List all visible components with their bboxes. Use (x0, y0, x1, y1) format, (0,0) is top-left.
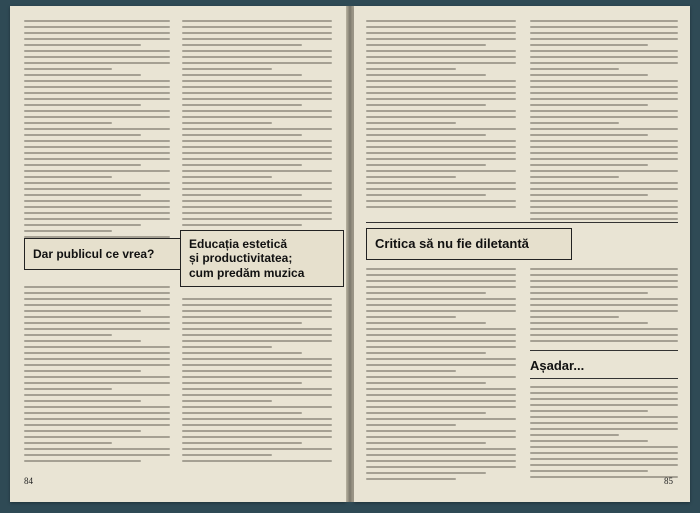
text-line (530, 446, 678, 448)
text-line (530, 398, 678, 400)
text-line (24, 20, 170, 22)
text-line (24, 370, 141, 372)
text-line (182, 418, 332, 420)
text-line (24, 334, 112, 336)
text-line (530, 434, 619, 436)
text-line (182, 194, 302, 196)
heading-dar-publicul-text: Dar publicul ce vrea? (33, 247, 155, 261)
text-line (530, 68, 619, 70)
text-line (182, 406, 332, 408)
text-line (366, 110, 516, 112)
text-line (530, 328, 678, 330)
text-line (182, 152, 332, 154)
text-line (24, 418, 170, 420)
text-line (530, 392, 678, 394)
text-line (24, 448, 170, 450)
text-line (24, 152, 170, 154)
text-line (182, 56, 332, 58)
text-line (182, 376, 332, 378)
text-line (366, 316, 456, 318)
text-line (530, 334, 678, 336)
text-line (530, 134, 648, 136)
text-line (366, 280, 516, 282)
text-line (24, 32, 170, 34)
right-page-number: 85 (664, 476, 673, 486)
text-line (366, 424, 456, 426)
text-line (530, 268, 678, 270)
text-line (366, 352, 486, 354)
middle-column-bottom-text (182, 298, 332, 466)
text-line (366, 412, 486, 414)
text-line (24, 140, 170, 142)
text-line (530, 206, 678, 208)
text-line (366, 104, 486, 106)
text-line (366, 460, 516, 462)
text-line (182, 430, 332, 432)
text-line (530, 274, 678, 276)
right-column-2-mid-text (530, 268, 678, 346)
text-line (530, 92, 678, 94)
text-line (530, 218, 678, 220)
text-line (530, 170, 678, 172)
section-divider (366, 222, 678, 223)
text-line (366, 454, 516, 456)
text-line (182, 134, 302, 136)
text-line (182, 32, 332, 34)
left-column-top-text (24, 20, 170, 260)
text-line (182, 146, 332, 148)
text-line (530, 340, 678, 342)
text-line (24, 406, 170, 408)
text-line (366, 370, 456, 372)
text-line (24, 358, 170, 360)
text-line (366, 472, 486, 474)
text-line (24, 430, 141, 432)
text-line (366, 170, 516, 172)
text-line (182, 364, 332, 366)
text-line (530, 140, 678, 142)
text-line (366, 128, 516, 130)
text-line (530, 62, 678, 64)
text-line (24, 304, 170, 306)
text-line (24, 62, 170, 64)
text-line (366, 286, 516, 288)
text-line (24, 352, 170, 354)
text-line (366, 92, 516, 94)
text-line (182, 352, 302, 354)
text-line (24, 394, 170, 396)
text-line (366, 478, 456, 480)
text-line (366, 188, 516, 190)
text-line (24, 128, 170, 130)
text-line (530, 56, 678, 58)
text-line (366, 146, 516, 148)
text-line (530, 152, 678, 154)
text-line (530, 404, 678, 406)
text-line (182, 298, 332, 300)
text-line (366, 200, 516, 202)
text-line (366, 68, 456, 70)
text-line (24, 200, 170, 202)
text-line (182, 400, 272, 402)
text-line (182, 164, 302, 166)
text-line (182, 424, 332, 426)
text-line (24, 92, 170, 94)
text-line (530, 80, 678, 82)
text-line (366, 62, 516, 64)
text-line (182, 388, 332, 390)
text-line (24, 38, 170, 40)
text-line (366, 50, 516, 52)
text-line (182, 358, 332, 360)
text-line (530, 410, 648, 412)
text-line (182, 170, 332, 172)
text-line (24, 460, 141, 462)
text-line (24, 194, 141, 196)
text-line (366, 382, 486, 384)
heading-educatia-line-3: cum predăm muzica (189, 265, 305, 280)
text-line (366, 182, 516, 184)
text-line (366, 346, 516, 348)
text-line (366, 340, 516, 342)
text-line (530, 158, 678, 160)
left-column-bottom-text (24, 286, 170, 466)
text-line (24, 146, 170, 148)
text-line (366, 38, 516, 40)
text-line (182, 74, 302, 76)
text-line (530, 458, 678, 460)
text-line (182, 218, 332, 220)
text-line (182, 310, 332, 312)
text-line (366, 298, 516, 300)
right-column-2-top-text (530, 20, 678, 224)
text-line (530, 316, 619, 318)
text-line (24, 388, 112, 390)
text-line (366, 206, 516, 208)
text-line (182, 176, 272, 178)
sub-heading-asadar: Așadar... (530, 358, 585, 373)
text-line (366, 134, 486, 136)
text-line (530, 38, 678, 40)
text-line (24, 50, 170, 52)
text-line (24, 164, 141, 166)
text-line (366, 32, 516, 34)
left-page (10, 6, 346, 502)
text-line (530, 50, 678, 52)
text-line (366, 442, 486, 444)
text-line (530, 416, 678, 418)
text-line (182, 200, 332, 202)
text-line (366, 406, 516, 408)
text-line (24, 454, 170, 456)
text-line (24, 412, 170, 414)
left-page-number: 84 (24, 476, 33, 486)
text-line (182, 104, 302, 106)
asadar-divider-top (530, 350, 678, 351)
text-line (366, 74, 486, 76)
text-line (530, 386, 678, 388)
text-line (366, 44, 486, 46)
text-line (182, 224, 302, 226)
text-line (530, 464, 678, 466)
heading-educatia-line-2: și productivitatea; (189, 251, 293, 266)
text-line (182, 98, 332, 100)
right-column-1-top-text (366, 20, 516, 212)
text-line (366, 322, 486, 324)
text-line (24, 206, 170, 208)
text-line (366, 430, 516, 432)
text-line (366, 304, 516, 306)
text-line (182, 128, 332, 130)
text-line (530, 194, 648, 196)
text-line (24, 68, 112, 70)
text-line (366, 176, 456, 178)
text-line (24, 188, 170, 190)
text-line (24, 292, 170, 294)
text-line (530, 200, 678, 202)
heading-critica (366, 228, 572, 260)
text-line (182, 448, 332, 450)
text-line (24, 218, 170, 220)
text-line (530, 452, 678, 454)
text-line (530, 298, 678, 300)
text-line (24, 74, 141, 76)
text-line (366, 140, 516, 142)
text-line (24, 322, 170, 324)
text-line (366, 20, 516, 22)
text-line (366, 164, 486, 166)
text-line (366, 466, 516, 468)
text-line (24, 230, 112, 232)
text-line (530, 292, 648, 294)
text-line (182, 188, 332, 190)
text-line (366, 86, 516, 88)
text-line (182, 44, 302, 46)
text-line (366, 400, 516, 402)
text-line (366, 376, 516, 378)
heading-critica-text: Critica să nu fie diletantă (375, 236, 529, 251)
text-line (530, 98, 678, 100)
text-line (530, 32, 678, 34)
text-line (366, 152, 516, 154)
text-line (24, 400, 141, 402)
text-line (182, 20, 332, 22)
text-line (182, 340, 332, 342)
text-line (182, 62, 332, 64)
text-line (530, 304, 678, 306)
book-gutter (346, 6, 354, 502)
text-line (24, 98, 170, 100)
text-line (530, 128, 678, 130)
text-line (366, 388, 516, 390)
text-line (366, 334, 516, 336)
text-line (24, 364, 170, 366)
text-line (24, 104, 141, 106)
text-line (182, 86, 332, 88)
text-line (182, 26, 332, 28)
text-line (24, 182, 170, 184)
text-line (182, 322, 302, 324)
text-line (366, 274, 516, 276)
text-line (24, 316, 170, 318)
text-line (182, 436, 332, 438)
text-line (530, 428, 678, 430)
text-line (530, 440, 648, 442)
text-line (530, 422, 678, 424)
text-line (366, 358, 516, 360)
text-line (182, 140, 332, 142)
text-line (530, 470, 648, 472)
text-line (24, 424, 170, 426)
text-line (24, 382, 170, 384)
text-line (24, 134, 141, 136)
right-column-1-bottom-text (366, 268, 516, 484)
text-line (24, 170, 170, 172)
text-line (24, 158, 170, 160)
text-line (24, 176, 112, 178)
text-line (24, 442, 112, 444)
text-line (366, 448, 516, 450)
text-line (24, 286, 170, 288)
text-line (182, 460, 332, 462)
text-line (366, 116, 516, 118)
text-line (366, 80, 516, 82)
text-line (24, 116, 170, 118)
text-line (366, 418, 516, 420)
text-line (366, 328, 516, 330)
text-line (366, 158, 516, 160)
text-line (366, 310, 516, 312)
text-line (366, 122, 456, 124)
text-line (24, 436, 170, 438)
text-line (530, 322, 648, 324)
text-line (530, 476, 678, 478)
text-line (182, 122, 272, 124)
text-line (24, 340, 141, 342)
text-line (182, 92, 332, 94)
text-line (182, 50, 332, 52)
text-line (366, 364, 516, 366)
text-line (182, 80, 332, 82)
middle-column-top-text (182, 20, 332, 236)
text-line (530, 182, 678, 184)
text-line (182, 382, 302, 384)
text-line (530, 146, 678, 148)
text-line (366, 436, 516, 438)
text-line (24, 224, 141, 226)
text-line (182, 412, 302, 414)
text-line (530, 280, 678, 282)
text-line (182, 206, 332, 208)
asadar-divider-bottom (530, 378, 678, 379)
heading-educatia-line-1: Educația estetică (189, 237, 288, 251)
text-line (182, 370, 332, 372)
text-line (24, 212, 170, 214)
text-line (24, 122, 112, 124)
text-line (366, 26, 516, 28)
text-line (366, 194, 486, 196)
text-line (182, 334, 332, 336)
text-line (530, 286, 678, 288)
text-line (24, 80, 170, 82)
text-line (530, 74, 648, 76)
text-line (182, 116, 332, 118)
text-line (24, 298, 170, 300)
text-line (530, 176, 619, 178)
text-line (530, 116, 678, 118)
text-line (182, 454, 272, 456)
text-line (530, 188, 678, 190)
heading-dar-publicul (24, 238, 182, 270)
text-line (24, 310, 141, 312)
text-line (24, 44, 141, 46)
text-line (366, 394, 516, 396)
text-line (366, 268, 516, 270)
text-line (24, 26, 170, 28)
text-line (530, 26, 678, 28)
text-line (530, 164, 648, 166)
text-line (24, 56, 170, 58)
text-line (24, 328, 170, 330)
text-line (182, 110, 332, 112)
text-line (530, 20, 678, 22)
text-line (182, 182, 332, 184)
text-line (530, 110, 678, 112)
text-line (24, 110, 170, 112)
text-line (24, 376, 170, 378)
heading-educatia-estetica (180, 230, 344, 287)
text-line (182, 68, 272, 70)
text-line (366, 98, 516, 100)
text-line (182, 346, 272, 348)
text-line (182, 38, 332, 40)
text-line (530, 86, 678, 88)
text-line (182, 394, 332, 396)
text-line (24, 86, 170, 88)
text-line (530, 310, 678, 312)
text-line (530, 44, 648, 46)
text-line (182, 212, 332, 214)
right-column-2-bottom-text (530, 386, 678, 482)
text-line (366, 292, 486, 294)
text-line (182, 442, 302, 444)
magazine-spread (10, 6, 690, 506)
text-line (182, 328, 332, 330)
text-line (366, 56, 516, 58)
text-line (24, 346, 170, 348)
text-line (530, 104, 648, 106)
text-line (530, 212, 678, 214)
text-line (182, 316, 332, 318)
right-page (354, 6, 690, 502)
text-line (182, 158, 332, 160)
text-line (182, 304, 332, 306)
text-line (530, 122, 619, 124)
